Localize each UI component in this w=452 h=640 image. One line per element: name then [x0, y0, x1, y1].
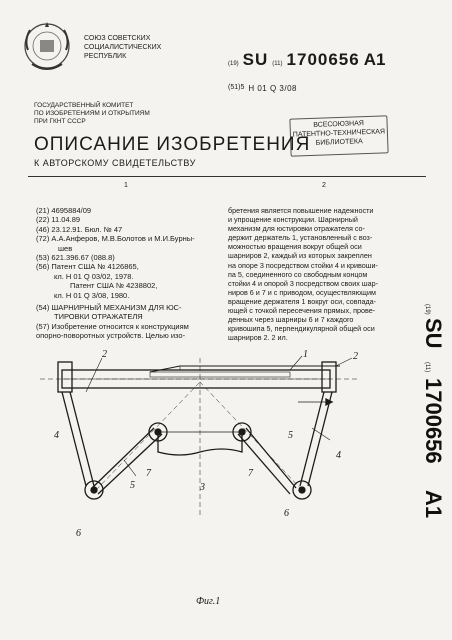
document-title: ОПИСАНИЕ ИЗОБРЕТЕНИЯ	[34, 134, 311, 155]
post-right	[300, 392, 332, 486]
vertical-country-code: SU	[421, 318, 446, 349]
biblio-line: (22) 11.04.89	[36, 215, 81, 225]
committee-line: ГОСУДАРСТВЕННЫЙ КОМИТЕТ	[34, 102, 134, 109]
abstract-line: бретения является повышение надежности	[228, 206, 374, 215]
abstract-line: шарниров 2, каждый из которых закреплен	[228, 251, 372, 261]
biblio-line: (53) 621.396.67 (088.8)	[36, 253, 115, 263]
union-line: СОЦИАЛИСТИЧЕСКИХ	[84, 44, 162, 51]
biblio-line: кл. Н 01 Q 03/02, 1978.	[54, 271, 134, 281]
union-name	[84, 34, 174, 61]
abstract-line: опорно-поворотных устройств. Целью изо-	[36, 331, 186, 341]
biblio-line: (46) 23.12.91. Бюл. № 47	[36, 224, 123, 234]
abstract-line: шарниров 2. 2 ил.	[228, 333, 288, 343]
column-number-left: 1	[124, 182, 128, 189]
biblio-line: (21) 4695884/09	[36, 206, 92, 215]
abstract-line: держит держатель 1, установленный с воз-	[228, 233, 373, 243]
column-number-right: 2	[322, 182, 326, 189]
invention-title-line: (54) ШАРНИРНЫЙ МЕХАНИЗМ ДЛЯ ЮС-	[36, 303, 182, 313]
invention-title-line: ТИРОВКИ ОТРАЖАТЕЛЯ	[54, 312, 143, 322]
abstract-line: можностью вращения вокруг общей оси	[228, 242, 362, 252]
label-hinge-left: 2	[102, 349, 107, 360]
publication-number	[228, 50, 385, 70]
abstract-line: вращение держателя 1 вокруг оси, совпада-	[228, 296, 377, 306]
abstract-line: на опоре 3 посредством стойки 4 и кривоши-	[228, 260, 378, 270]
holder-bar	[62, 366, 340, 388]
label-post-right: 4	[336, 450, 341, 461]
country-code: SU	[242, 50, 269, 69]
stamp-line: БИБЛИОТЕКА	[315, 138, 363, 147]
leader-lines	[86, 356, 352, 476]
figure-1-drawing	[40, 348, 390, 598]
abstract-line: ниров 6 и 7 и с приводом, осуществляющим	[228, 287, 376, 297]
label-hinge-right: 2	[353, 351, 358, 362]
union-line: СОЮЗ СОВЕТСКИХ	[84, 35, 151, 42]
post-left	[62, 392, 94, 486]
vertical-kind-code: A1	[421, 490, 446, 519]
biblio-line: кл. Н 01 Q 3/08, 1980.	[54, 290, 130, 300]
label-base: 3	[200, 482, 205, 493]
ipc-class	[228, 84, 297, 93]
stamp-line: ПАТЕНТНО-ТЕХНИЧЕСКАЯ	[292, 128, 386, 139]
stamp-line: ВСЕСОЮЗНАЯ	[313, 120, 365, 129]
vertical-patent-number: 1700656	[421, 378, 446, 464]
patent-number: 1700656	[286, 50, 360, 69]
abstract-line: стойки 4 и опорой 3 посредством своих шар-	[228, 278, 379, 288]
biblio-line: Патент США № 4238802,	[70, 281, 158, 291]
label-post-left: 4	[54, 430, 59, 441]
abstract-line: и упрощение конструкции. Шарнирный	[228, 215, 358, 225]
view-arrow	[298, 399, 332, 405]
abstract-line: денных через шарниры 6 и 7 каждого	[228, 315, 354, 325]
label-joint-left: 6	[76, 528, 81, 539]
vertical-number-tag: (11)	[424, 362, 430, 373]
number-tag: (11)	[272, 61, 283, 67]
committee-line: ПРИ ГКНТ СССР	[34, 118, 86, 125]
support-base	[158, 432, 242, 455]
abstract-line: (57) Изобретение относится к конструкциям	[36, 321, 189, 331]
biblio-line: (56) Патент США № 4126865,	[36, 262, 139, 272]
country-tag: (19)	[228, 61, 239, 67]
state-emblem	[20, 20, 74, 78]
kind-code: A1	[363, 50, 386, 69]
joint-right	[293, 481, 311, 499]
label-pivot-right: 7	[248, 468, 253, 479]
left-column	[36, 206, 218, 341]
abstract-line: па 5, соединенного со свободным концом	[228, 269, 368, 279]
abstract-line: механизм для юстировки отражателя со-	[228, 224, 365, 234]
ipc-value: H 01 Q 3/08	[248, 84, 297, 93]
label-crank-right: 5	[288, 430, 293, 441]
label-pivot-left: 7	[146, 468, 151, 479]
figure-caption: Фиг.1	[196, 596, 221, 607]
label-crank-left: 5	[130, 480, 135, 491]
committee-name	[34, 102, 194, 126]
vertical-country-tag: (19)	[424, 304, 430, 315]
abstract-line: кривошипа 5, перпендикулярной общей оси	[228, 324, 375, 334]
union-line: РЕСПУБЛИК	[84, 53, 127, 60]
committee-line: ПО ИЗОБРЕТЕНИЯМ И ОТКРЫТИЯМ	[34, 110, 150, 117]
label-holder: 1	[303, 349, 308, 360]
right-column	[228, 206, 424, 342]
abstract-line: ющей с точкой пересечения прямых, прове-	[228, 306, 376, 316]
ipc-tag: (51)5	[228, 84, 245, 91]
biblio-line: шев	[58, 243, 73, 253]
document-subtitle: К АВТОРСКОМУ СВИДЕТЕЛЬСТВУ	[34, 158, 196, 168]
vertical-publication-number	[398, 300, 446, 560]
label-joint-right: 6	[284, 508, 289, 519]
biblio-line: (72) А.А.Анферов, М.В.Болотов и М.И.Бурны-	[36, 234, 195, 244]
divider	[28, 176, 426, 177]
